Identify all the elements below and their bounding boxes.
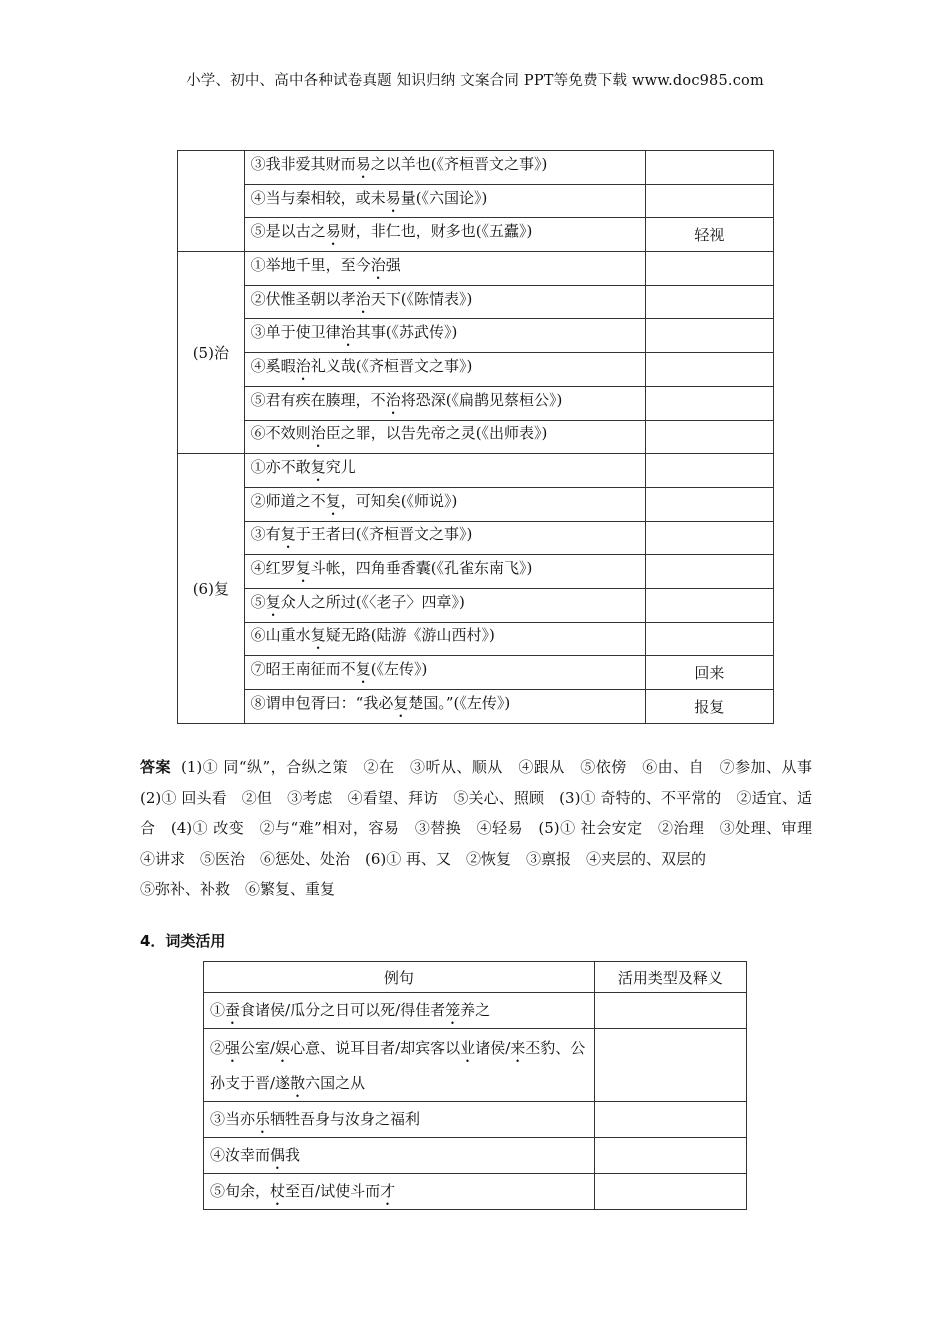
table-row — [178, 353, 774, 387]
word-cell: (6)复 — [178, 454, 245, 724]
answer-cell[interactable] — [594, 1138, 746, 1174]
example-cell: ①蚕食诸侯/瓜分之日可以死/得佳者笼养之 — [204, 993, 595, 1029]
section-title: 4．词类活用 — [140, 932, 226, 950]
answer-line — [140, 752, 828, 874]
answer-cell[interactable] — [645, 252, 773, 286]
table-row — [178, 487, 774, 521]
answer-cell[interactable] — [645, 184, 773, 218]
word-cell — [178, 151, 245, 252]
table-row — [178, 622, 774, 656]
answer-cell[interactable]: 报复 — [645, 690, 773, 724]
answer-cell[interactable] — [645, 420, 773, 454]
table-row — [178, 690, 774, 724]
table-row — [204, 1029, 747, 1102]
example-cell: ③我非爱其财而易之以羊也(《齐桓晋文之事》) — [244, 151, 645, 185]
key-character: 强 — [225, 1039, 241, 1057]
table-row — [178, 184, 774, 218]
table-row — [204, 1102, 747, 1138]
answer-cell[interactable] — [645, 622, 773, 656]
example-cell: ⑧谓申包胥曰：“我必复楚国。”(《左传》) — [244, 690, 645, 724]
table-row — [178, 588, 774, 622]
example-cell: ⑦昭王南征而不复(《左传》) — [244, 656, 645, 690]
answer-cell[interactable] — [645, 521, 773, 555]
example-cell: ②强公室/娱心意、说耳目者/却宾客以业诸侯/来丕豹、公孙支于晋/遂散六国之从 — [204, 1029, 595, 1102]
polysemy-table — [177, 150, 774, 724]
table-row — [178, 420, 774, 454]
key-character: 娱 — [275, 1039, 291, 1057]
answer-cell[interactable]: 轻视 — [645, 218, 773, 252]
key-character: 治 — [310, 424, 326, 443]
example-cell: ⑤旬余，杖至百/试使斗而才 — [204, 1174, 595, 1210]
example-cell: ④汝幸而偶我 — [204, 1138, 595, 1174]
key-character: 复 — [325, 491, 341, 510]
key-character: 治 — [355, 289, 371, 308]
table-row — [178, 218, 774, 252]
answer-cell[interactable] — [645, 285, 773, 319]
example-cell: ⑤君有疾在腠理，不治将恐深(《扁鹊见蔡桓公》) — [244, 386, 645, 420]
table-row — [204, 1174, 747, 1210]
key-character: 乐 — [255, 1110, 271, 1128]
column-header-example: 例句 — [204, 962, 595, 993]
answer-cell[interactable] — [594, 1029, 746, 1102]
key-character: 复 — [295, 559, 311, 578]
key-character: 复 — [393, 693, 409, 712]
answer-cell[interactable]: 回来 — [645, 656, 773, 690]
example-cell: ⑤是以古之易财，非仁也，财多也(《五蠹》) — [244, 218, 645, 252]
key-character: 来 — [510, 1039, 526, 1057]
table-row — [178, 386, 774, 420]
key-character: 治 — [385, 390, 401, 409]
key-character: 复 — [310, 458, 326, 477]
example-cell: ④当与秦相较，或未易量(《六国论》) — [244, 184, 645, 218]
answer-text: (1)① 同“纵”，合纵之策 ②在 ③听从、顺从 ④跟从 ⑤依傍 ⑥由、自 ⑦参加、从事 (2)① 回头看 ②但 ③考虑 ④看望、拜访 ⑤关心、照顾 (3)① 奇特的、不平常的 ②适宜、适合 (4)① 改变 ②与“难”相对，容易 ③替换 ④轻易 (5)① 社会安定 ②治理 ③处理、审理 ④讲求 ⑤医治 ⑥惩处、处治 (6)① 再、又 ②恢复 ③禀报 ④夹层的、双层的 — [140, 758, 828, 868]
key-character: 才 — [380, 1182, 396, 1200]
key-character: 复 — [310, 626, 326, 645]
answer-cell[interactable] — [594, 1102, 746, 1138]
table-row — [178, 319, 774, 353]
answer-cell[interactable] — [594, 1174, 746, 1210]
key-character: 复 — [355, 660, 371, 679]
example-cell: ⑤复众人之所过(《〈老子〉四章》) — [244, 588, 645, 622]
key-character: 复 — [265, 592, 281, 611]
answer-line: ⑤弥补、补救 ⑥繁复、重复 — [140, 880, 336, 898]
answer-cell[interactable] — [645, 555, 773, 589]
table-row — [178, 252, 774, 286]
example-cell: ①亦不敢复究儿 — [244, 454, 645, 488]
answer-cell[interactable] — [645, 454, 773, 488]
example-cell: ③单于使卫律治其事(《苏武传》) — [244, 319, 645, 353]
answer-label: 答案 — [140, 758, 171, 776]
table-row — [178, 521, 774, 555]
table-row — [204, 1138, 747, 1174]
key-character: 治 — [295, 356, 311, 375]
example-cell: ⑥不效则治臣之罪，以告先帝之灵(《出师表》) — [244, 420, 645, 454]
page-header: 小学、初中、高中各种试卷真题 知识归纳 文案合同 PPT等免费下载 www.doc985.com — [186, 73, 764, 89]
key-character: 散 — [290, 1074, 306, 1092]
table-row — [204, 993, 747, 1029]
table-row — [178, 555, 774, 589]
key-character: 易 — [355, 154, 371, 173]
answer-cell[interactable] — [645, 151, 773, 185]
column-header-type: 活用类型及释义 — [594, 962, 746, 993]
table-row — [178, 454, 774, 488]
example-cell: ①举地千里，至今治强 — [244, 252, 645, 286]
example-cell: ⑥山重水复疑无路(陆游《游山西村》) — [244, 622, 645, 656]
example-cell: ④红罗复斗帐，四角垂香囊(《孔雀东南飞》) — [244, 555, 645, 589]
key-character: 笼 — [445, 1001, 461, 1019]
key-character: 蚕 — [225, 1001, 241, 1019]
key-character: 偶 — [270, 1146, 286, 1164]
answer-cell[interactable] — [645, 588, 773, 622]
example-cell: ③有复于王者曰(《齐桓晋文之事》) — [244, 521, 645, 555]
answer-cell[interactable] — [645, 353, 773, 387]
key-character: 易 — [325, 222, 341, 241]
table-row — [178, 285, 774, 319]
key-character: 治 — [370, 255, 386, 274]
answer-cell[interactable] — [645, 386, 773, 420]
example-cell: ②师道之不复，可知矣(《师说》) — [244, 487, 645, 521]
key-character: 复 — [280, 525, 296, 544]
answer-cell[interactable] — [594, 993, 746, 1029]
example-cell: ②伏惟圣朝以孝治天下(《陈情表》) — [244, 285, 645, 319]
answer-block — [140, 752, 828, 905]
table-row — [178, 151, 774, 185]
key-character: 杖 — [270, 1182, 286, 1200]
answer-cell[interactable] — [645, 487, 773, 521]
key-character: 业 — [460, 1039, 476, 1057]
word-class-table — [203, 961, 747, 1210]
word-cell: (5)治 — [178, 252, 245, 454]
example-cell: ③当亦乐牺牲吾身与汝身之福利 — [204, 1102, 595, 1138]
example-cell: ④奚暇治礼义哉(《齐桓晋文之事》) — [244, 353, 645, 387]
table-row — [178, 656, 774, 690]
key-character: 治 — [340, 323, 356, 342]
answer-cell[interactable] — [645, 319, 773, 353]
key-character: 易 — [385, 188, 401, 207]
